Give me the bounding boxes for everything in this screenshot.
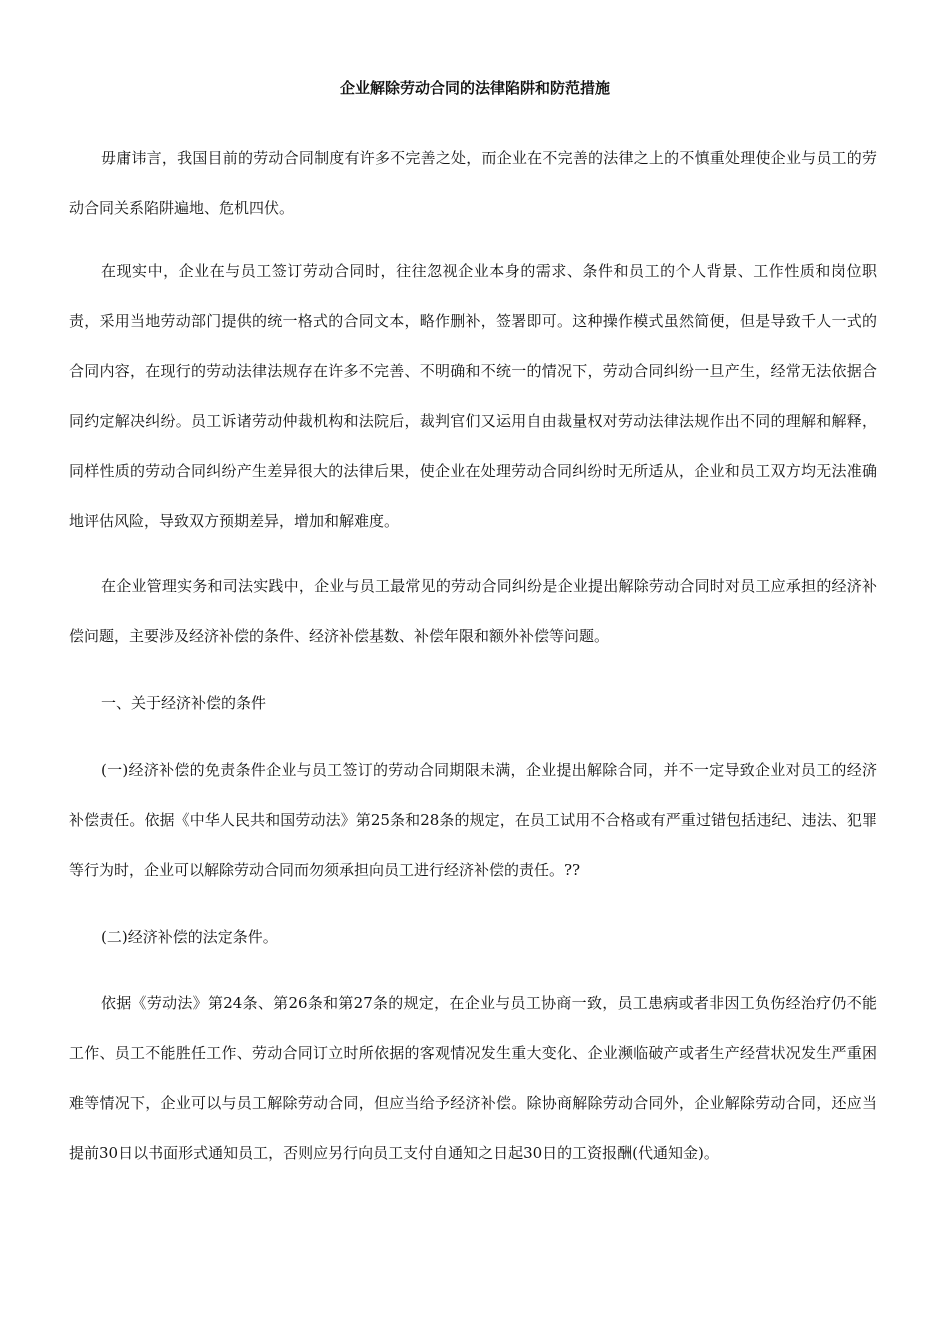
section-heading-conditions: 一、关于经济补偿的条件 [101, 694, 267, 712]
document-title: 企业解除劳动合同的法律陷阱和防范措施 [339, 79, 610, 97]
subheading-statutory-conditions: (二)经济补偿的法定条件。 [101, 928, 278, 946]
paragraph-common-disputes: 在企业管理实务和司法实践中，企业与员工最常见的劳动合同纠纷是企业提出解除劳动合同时对员工应承担的经济补偿问题，主要涉及经济补偿的条件、经济补偿基数、补偿年限和额外补偿等问题。 [69, 577, 877, 645]
paragraph-intro: 毋庸讳言，我国目前的劳动合同制度有许多不完善之处，而企业在不完善的法律之上的不慎重处理使企业与员工的劳动合同关系陷阱遍地、危机四伏。 [69, 149, 877, 217]
paragraph-exemption-conditions: (一)经济补偿的免责条件企业与员工签订的劳动合同期限未满，企业提出解除合同，并不一定导致企业对员工的经济补偿责任。依据《中华人民共和国劳动法》第25条和28条的规定，在员工试用不合格或有严重过错包括违纪、违法、犯罪等行为时，企业可以解除劳动合同而勿须承担向员工进行经济补偿的责任。?? [69, 761, 877, 879]
paragraph-reality: 在现实中，企业在与员工签订劳动合同时，往往忽视企业本身的需求、条件和员工的个人背景、工作性质和岗位职责，采用当地劳动部门提供的统一格式的合同文本，略作删补，签署即可。这种操作模式虽然简便，但是导致千人一式的合同内容，在现行的劳动法律法规存在许多不完善、不明确和不统一的情况下，劳动合同纠纷一旦产生，经常无法依据合同约定解决纠纷。员工诉诸劳动仲裁机构和法院后，裁判官们又运用自由裁量权对劳动法律法规作出不同的理解和解释，同样性质的劳动合同纠纷产生差异很大的法律后果，使企业在处理劳动合同纠纷时无所适从，企业和员工双方均无法准确地评估风险，导致双方预期差异，增加和解难度。 [69, 262, 877, 530]
paragraph-statutory-conditions: 依据《劳动法》第24条、第26条和第27条的规定，在企业与员工协商一致，员工患病或者非因工负伤经治疗仍不能工作、员工不能胜任工作、劳动合同订立时所依据的客观情况发生重大变化、企业濒临破产或者生产经营状况发生严重困难等情况下，企业可以与员工解除劳动合同，但应当给予经济补偿。除协商解除劳动合同外，企业解除劳动合同，还应当提前30日以书面形式通知员工，否则应另行向员工支付自通知之日起30日的工资报酬(代通知金)。 [69, 994, 877, 1162]
